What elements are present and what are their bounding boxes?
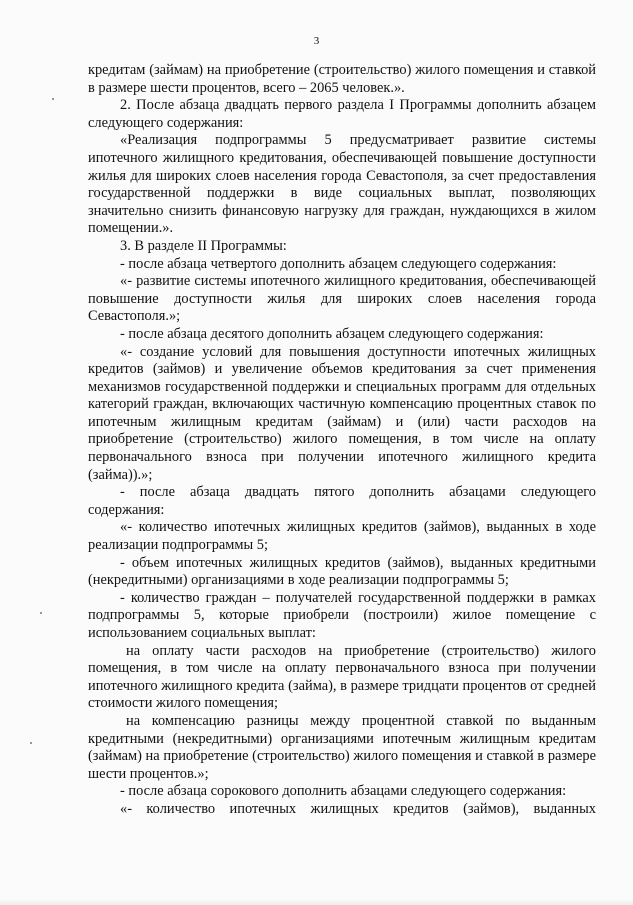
paragraph-volume-credits: - объем ипотечных жилищных кредитов (займов), выданных кредитными (некредитными) организациями в ходе реализации подпрограммы 5;: [88, 554, 596, 589]
scan-speck: [30, 742, 32, 744]
document-body: [88, 62, 596, 819]
page-number: 3: [313, 35, 320, 47]
paragraph-quote-conditions: «- создание условий для повышения доступности ипотечных жилищных кредитов (займов) и увеличение объемов кредитования за счет применения механизмов государственной поддержки и специальных программ для отдельных категорий граждан, включающих частичную компенсацию процентных ставок по ипотечным жилищным кредитам (займам) и (или) части расходов на приобретение (строительство) жилого помещения, в том числе на оплату первоначального взноса при получении ипотечного жилищного кредита (займа)).»;: [88, 343, 596, 483]
paragraph-item-3: 3. В разделе II Программы:: [120, 237, 287, 254]
scan-speck: [52, 98, 54, 100]
paragraph-count-citizens: - количество граждан – получателей государственной поддержки в рамках подпрограммы 5, которые приобрели (построили) жилое помещение с использованием социальных выплат:: [88, 589, 596, 641]
paragraph-quote-count-credits: «- количество ипотечных жилищных кредитов (займов), выданных в ходе реализации подпрограммы 5;: [88, 519, 596, 554]
paragraph-payment-part: на оплату части расходов на приобретение (строительство) жилого помещения, в том числе на оплату первоначального взноса при получении ипотечного жилищного кредита (займа), в размере тридцати процентов от средней стоимости жилого помещения;: [88, 642, 596, 712]
paragraph-quote-development: «- развитие системы ипотечного жилищного кредитования, обеспечивающей повышение доступности жилья для широких слоев населения города Севастополя.»;: [88, 273, 596, 325]
paragraph-compensation: на компенсацию разницы между процентной ставкой по выданным кредитными (некредитными) организациями ипотечным жилищным кредитам (займам) на приобретение (строительство) жилого помещения и ставкой в размере шести процентов.»;: [88, 712, 596, 782]
paragraph-item-2: 2. После абзаца двадцать первого раздела I Программы дополнить абзацем следующего содержания:: [88, 97, 596, 131]
scan-speck: [40, 612, 42, 614]
paragraph-after-tenth: - после абзаца десятого дополнить абзацем следующего содержания:: [120, 325, 544, 342]
paragraph-continuation: кредитам (займам) на приобретение (строительство) жилого помещения и ставкой в размере шести процентов, всего – 2065 человек.».: [88, 62, 596, 96]
scan-shadow: [0, 899, 633, 905]
paragraph-quote-count-credits-2: «- количество ипотечных жилищных кредитов (займов), выданных: [120, 800, 596, 817]
paragraph-after-fourth: - после абзаца четвертого дополнить абзацем следующего содержания:: [120, 255, 557, 272]
paragraph-after-twenty-fifth: - после абзаца двадцать пятого дополнить абзацами следующего содержания:: [88, 484, 596, 518]
paragraph-quote-realization: «Реализация подпрограммы 5 предусматривает развитие системы ипотечного жилищного кредитования, обеспечивающей повышение доступности жилья для широких слоев населения города Севастополя, за счет предоставления государственной поддержки в виде социальных выплат, позволяющих значительно снизить финансовую нагрузку для граждан, нуждающихся в жилом помещении.».: [88, 132, 596, 237]
paragraph-after-fortieth: - после абзаца сорокового дополнить абзацами следующего содержания:: [120, 783, 567, 800]
